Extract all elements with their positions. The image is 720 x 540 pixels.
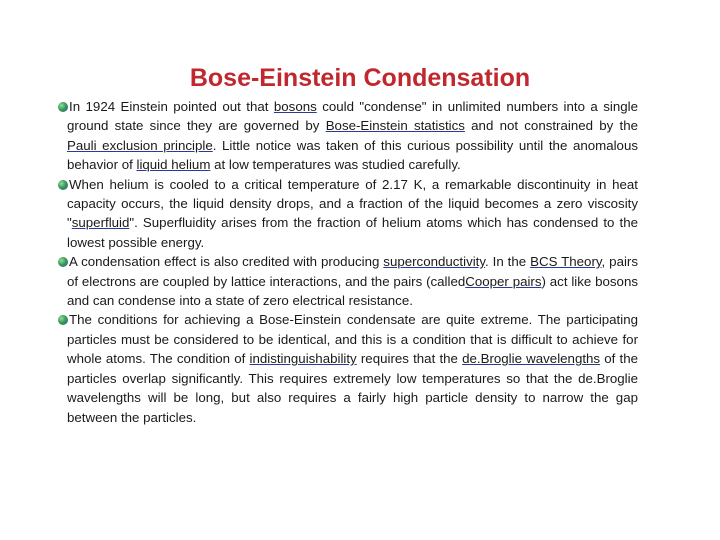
paragraph-text: In 1924 Einstein pointed out that: [69, 99, 274, 114]
paragraph-text: ". Superfluidity arises from the fraction of helium atoms which has condensed to the lowest possible energy.: [67, 215, 638, 250]
term-link[interactable]: de.Broglie wavelengths: [462, 351, 601, 367]
term-link[interactable]: Pauli exclusion principle: [67, 137, 213, 153]
paragraph-text: . In the: [485, 254, 531, 270]
term-link[interactable]: Bose-Einstein statistics: [325, 118, 465, 134]
bullet-icon: [58, 315, 68, 325]
paragraph-text: and not constrained by the: [464, 118, 638, 134]
term-link[interactable]: indistinguishability: [249, 351, 357, 367]
paragraph-text: requires that the: [356, 351, 463, 367]
paragraph-text: , pairs of electrons are coupled by lattice interactions, and the pairs (called: [67, 254, 638, 289]
bullet-icon: [58, 257, 68, 267]
slide-body: [67, 97, 638, 427]
paragraph-text: could "condense" in unlimited numbers into a single ground state since they are governed by: [67, 99, 638, 134]
term-link[interactable]: Cooper pairs: [465, 273, 542, 289]
paragraph: [67, 310, 638, 426]
paragraph: [67, 175, 638, 253]
paragraph-text: ) act like bosons and can condense into a state of zero electrical resistance.: [67, 273, 638, 309]
paragraph-text: at low temperatures was studied carefully.: [210, 157, 461, 173]
paragraph-text: The conditions for achieving a Bose-Einstein condensate are quite extreme. The participating particles must be considered to be identical, and this is a condition that is difficult to achieve for whole atoms. The condition of: [67, 312, 638, 367]
term-link[interactable]: bosons: [273, 99, 317, 114]
paragraph-text: of the particles overlap significantly. This requires extremely low temperatures so that the de.Broglie wavelengths will be long, but also requires a fairly high particle density to narrow the gap between the particles.: [67, 351, 638, 425]
term-link[interactable]: BCS Theory: [530, 254, 602, 270]
paragraph-text: A condensation effect is also credited with producing: [69, 254, 384, 270]
term-link[interactable]: superfluid: [71, 215, 130, 231]
bullet-icon: [58, 102, 68, 112]
paragraph-text: When helium is cooled to a critical temperature of 2.17 K, a remarkable discontinuity in heat capacity occurs, the liquid density drops, and a fraction of the liquid becomes a zero viscosity ": [67, 176, 638, 231]
term-link[interactable]: superconductivity: [383, 254, 486, 270]
slide-title: Bose-Einstein Condensation: [189, 64, 531, 92]
bullet-icon: [58, 180, 68, 190]
paragraph: [67, 97, 638, 175]
term-link[interactable]: liquid helium: [136, 157, 211, 173]
paragraph: [67, 252, 638, 310]
paragraph-text: . Little notice was taken of this curious possibility until the anomalous behavior of: [67, 137, 638, 173]
